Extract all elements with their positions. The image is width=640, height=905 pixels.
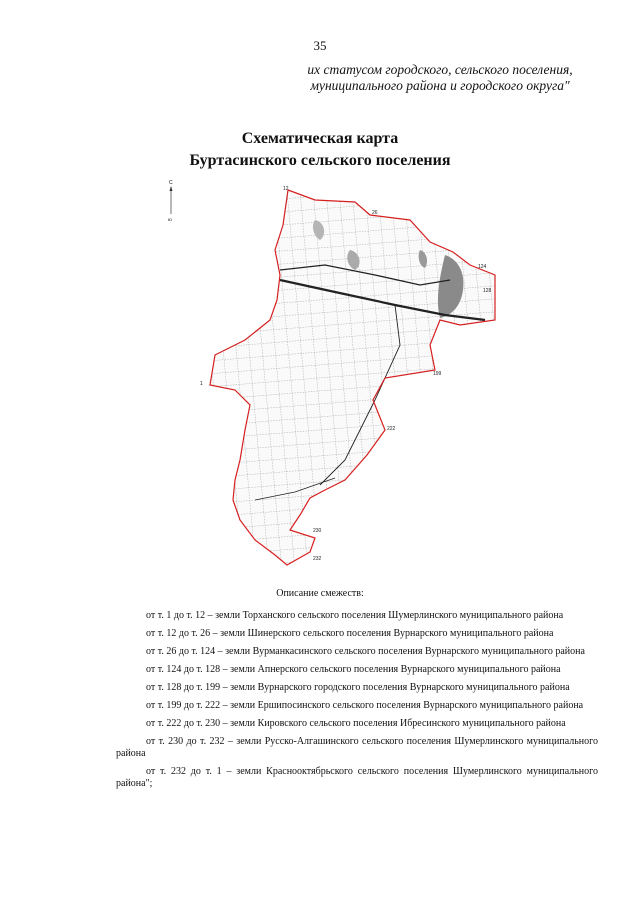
adjacency-item: от т. 128 до т. 199 – земли Вурнарского городского поселения Вурнарского муниципального района xyxy=(146,682,570,693)
header-line-1: их статусом городского, сельского поселения, xyxy=(307,62,573,77)
adjacency-heading: Описание смежеств: xyxy=(276,588,364,599)
point-label: 124 xyxy=(478,264,487,270)
compass-south-label: Ю xyxy=(168,217,173,222)
point-label: 12 xyxy=(283,186,289,192)
point-label: 128 xyxy=(483,288,492,294)
map-title-line-2: Буртасинского сельского поселения xyxy=(189,152,451,169)
adjacency-item: от т. 232 до т. 1 – земли Краснооктябрьского сельского поселения Шумерлинского муниципального района"; xyxy=(116,766,598,789)
point-label: 199 xyxy=(433,371,442,377)
parcel-grid xyxy=(195,180,505,570)
settlement-map xyxy=(195,180,505,570)
adjacency-item: от т. 1 до т. 12 – земли Торханского сельского поселения Шумерлинского муниципального района xyxy=(146,610,564,621)
adjacency-item: от т. 26 до т. 124 – земли Вурманкасинского сельского поселения Вурнарского муниципального района xyxy=(146,646,585,657)
compass-arrow-icon xyxy=(162,178,182,223)
map-title xyxy=(0,128,640,172)
point-label: 230 xyxy=(313,528,322,534)
adjacency-list xyxy=(116,610,598,796)
adjacency-item: от т. 230 до т. 232 – земли Русско-Алгашинского сельского поселения Шумерлинского муниципального района xyxy=(116,736,598,759)
point-label: 26 xyxy=(372,210,378,216)
point-label: 232 xyxy=(313,556,322,562)
page-number: 35 xyxy=(313,38,327,53)
adjacency-item: от т. 222 до т. 230 – земли Кировского сельского поселения Ибресинского муниципального района xyxy=(146,718,566,729)
map-title-line-1: Схематическая карта xyxy=(241,130,399,147)
header-line-2: муниципального района и городского округа" xyxy=(310,78,570,93)
point-label: 222 xyxy=(387,426,396,432)
header-italic-text xyxy=(290,62,590,94)
adjacency-item: от т. 124 до т. 128 – земли Апнерского сельского поселения Вурнарского муниципального района xyxy=(146,664,561,675)
adjacency-item: от т. 12 до т. 26 – земли Шинерского сельского поселения Вурнарского муниципального района xyxy=(146,628,554,639)
point-label: 1 xyxy=(200,381,203,387)
adjacency-item: от т. 199 до т. 222 – земли Ершипосинского сельского поселения Вурнарского муниципального района xyxy=(146,700,584,711)
compass-north-label: С xyxy=(169,180,173,186)
